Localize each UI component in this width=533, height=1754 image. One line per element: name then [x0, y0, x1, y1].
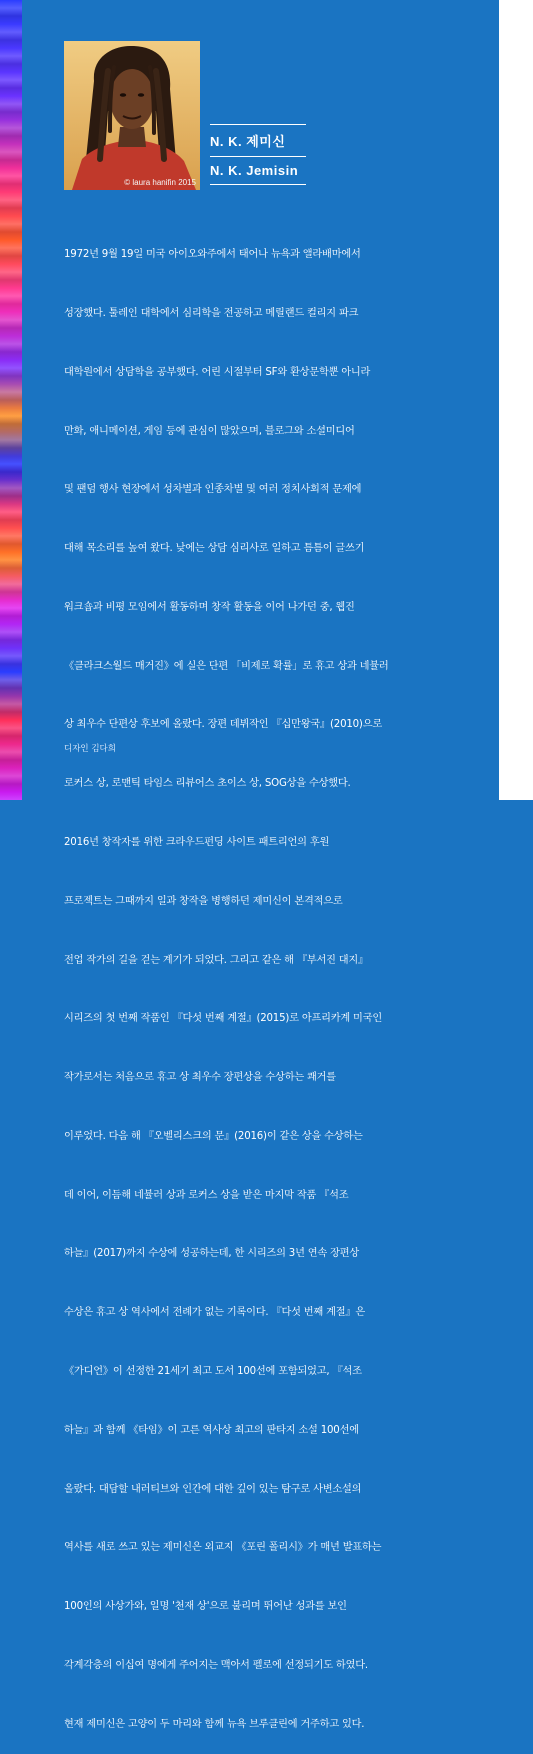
- bio-line: 전업 작가의 길을 걷는 계기가 되었다. 그리고 같은 해 『부서진 대지』: [64, 954, 369, 966]
- designer-credit: 디자인 김다희: [64, 744, 116, 754]
- bio-line: 시리즈의 첫 번째 작품인 『다섯 번째 계절』(2015)로 아프리카계 미국인: [64, 1013, 382, 1025]
- bio-line: 워크숍과 비평 모임에서 활동하며 창작 활동을 이어 나가던 중, 웹진: [64, 601, 355, 613]
- bio-line: 성장했다. 툴레인 대학에서 심리학을 전공하고 메릴랜드 컬리지 파크: [64, 307, 359, 319]
- bio-line: 대학원에서 상담학을 공부했다. 어린 시절부터 SF와 환상문학뿐 아니라: [64, 366, 371, 378]
- bio-line: 하늘』과 함께 《타임》이 고른 역사상 최고의 판타지 소설 100선에: [64, 1424, 359, 1436]
- bio-line: 역사를 새로 쓰고 있는 제미신은 외교지 《포린 폴리시》가 매년 발표하는: [64, 1542, 382, 1554]
- photo-credit: © laura hanifin 2015: [124, 178, 196, 187]
- decorative-edge-strip: [0, 0, 22, 800]
- author-name-block: [210, 124, 306, 185]
- author-photo: [64, 41, 200, 190]
- bio-line: 올랐다. 대담할 내러티브와 인간에 대한 깊이 있는 탐구로 사변소설의: [64, 1483, 362, 1495]
- bio-line: 2016년 창작자를 위한 크라우드펀딩 사이트 패트리언의 후원: [64, 837, 330, 848]
- bio-line: 100인의 사상가와, 일명 '천재 상'으로 불리며 뛰어난 성과를 보인: [64, 1601, 347, 1613]
- bio-line: 및 팬덤 행사 현장에서 성차별과 인종차별 및 여러 정치사회적 문제에: [64, 484, 362, 496]
- bio-line: 프로젝트는 그때까지 일과 창작을 병행하던 제미신이 본격적으로: [64, 895, 343, 907]
- bio-line: 대해 목소리를 높여 왔다. 낮에는 상담 심리사로 일하고 틈틈이 글쓰기: [64, 543, 365, 555]
- bio-line: 상 최우수 단편상 후보에 올랐다. 장편 데뷔작인 『십만왕국』(2010)으로: [64, 719, 382, 731]
- author-name-korean: N. K. 제미신: [210, 134, 286, 149]
- bio-line: 수상은 휴고 상 역사에서 전례가 없는 기록이다. 『다섯 번째 계절』은: [64, 1307, 366, 1319]
- bio-line: 이루었다. 다음 해 『오벨리스크의 문』(2016)이 같은 상을 수상하는: [64, 1130, 363, 1142]
- bio-line: 데 이어, 이듬해 네뷸러 상과 로커스 상을 받은 마지막 작품 『석조: [64, 1189, 349, 1201]
- bio-line: 로커스 상, 로맨틱 타임스 리뷰어스 초이스 상, SOG상을 수상했다.: [64, 778, 351, 790]
- divider: [210, 184, 306, 185]
- bio-line: 현재 제미신은 고양이 두 마리와 함께 뉴욕 브루클린에 거주하고 있다.: [64, 1718, 365, 1730]
- bio-line: 하늘』(2017)까지 수상에 성공하는데, 한 시리즈의 3년 연속 장편상: [64, 1248, 359, 1260]
- bio-line: 《클라크스월드 매거진》에 실은 단편 「비제로 확률」로 휴고 상과 네뷸러: [64, 660, 389, 672]
- page-margin: [499, 0, 533, 800]
- bio-line: 《가디언》이 선정한 21세기 최고 도서 100선에 포함되었고, 『석조: [64, 1366, 362, 1378]
- author-name-english: N. K. Jemisin: [210, 163, 299, 178]
- bio-line: 1972년 9월 19일 미국 아이오와주에서 태어나 뉴욕과 앨라배마에서: [64, 249, 361, 261]
- author-portrait-illustration: [64, 41, 200, 190]
- bio-line: 만화, 애니메이션, 게임 등에 관심이 많았으며, 블로그와 소셜미디어: [64, 425, 355, 437]
- bio-line: 작가로서는 처음으로 휴고 상 최우수 장편상을 수상하는 쾌거를: [64, 1072, 336, 1084]
- author-biography: [64, 206, 476, 1754]
- bio-line: 각계각층의 이십여 명에게 주어지는 맥아서 펠로에 선정되기도 하였다.: [64, 1659, 368, 1671]
